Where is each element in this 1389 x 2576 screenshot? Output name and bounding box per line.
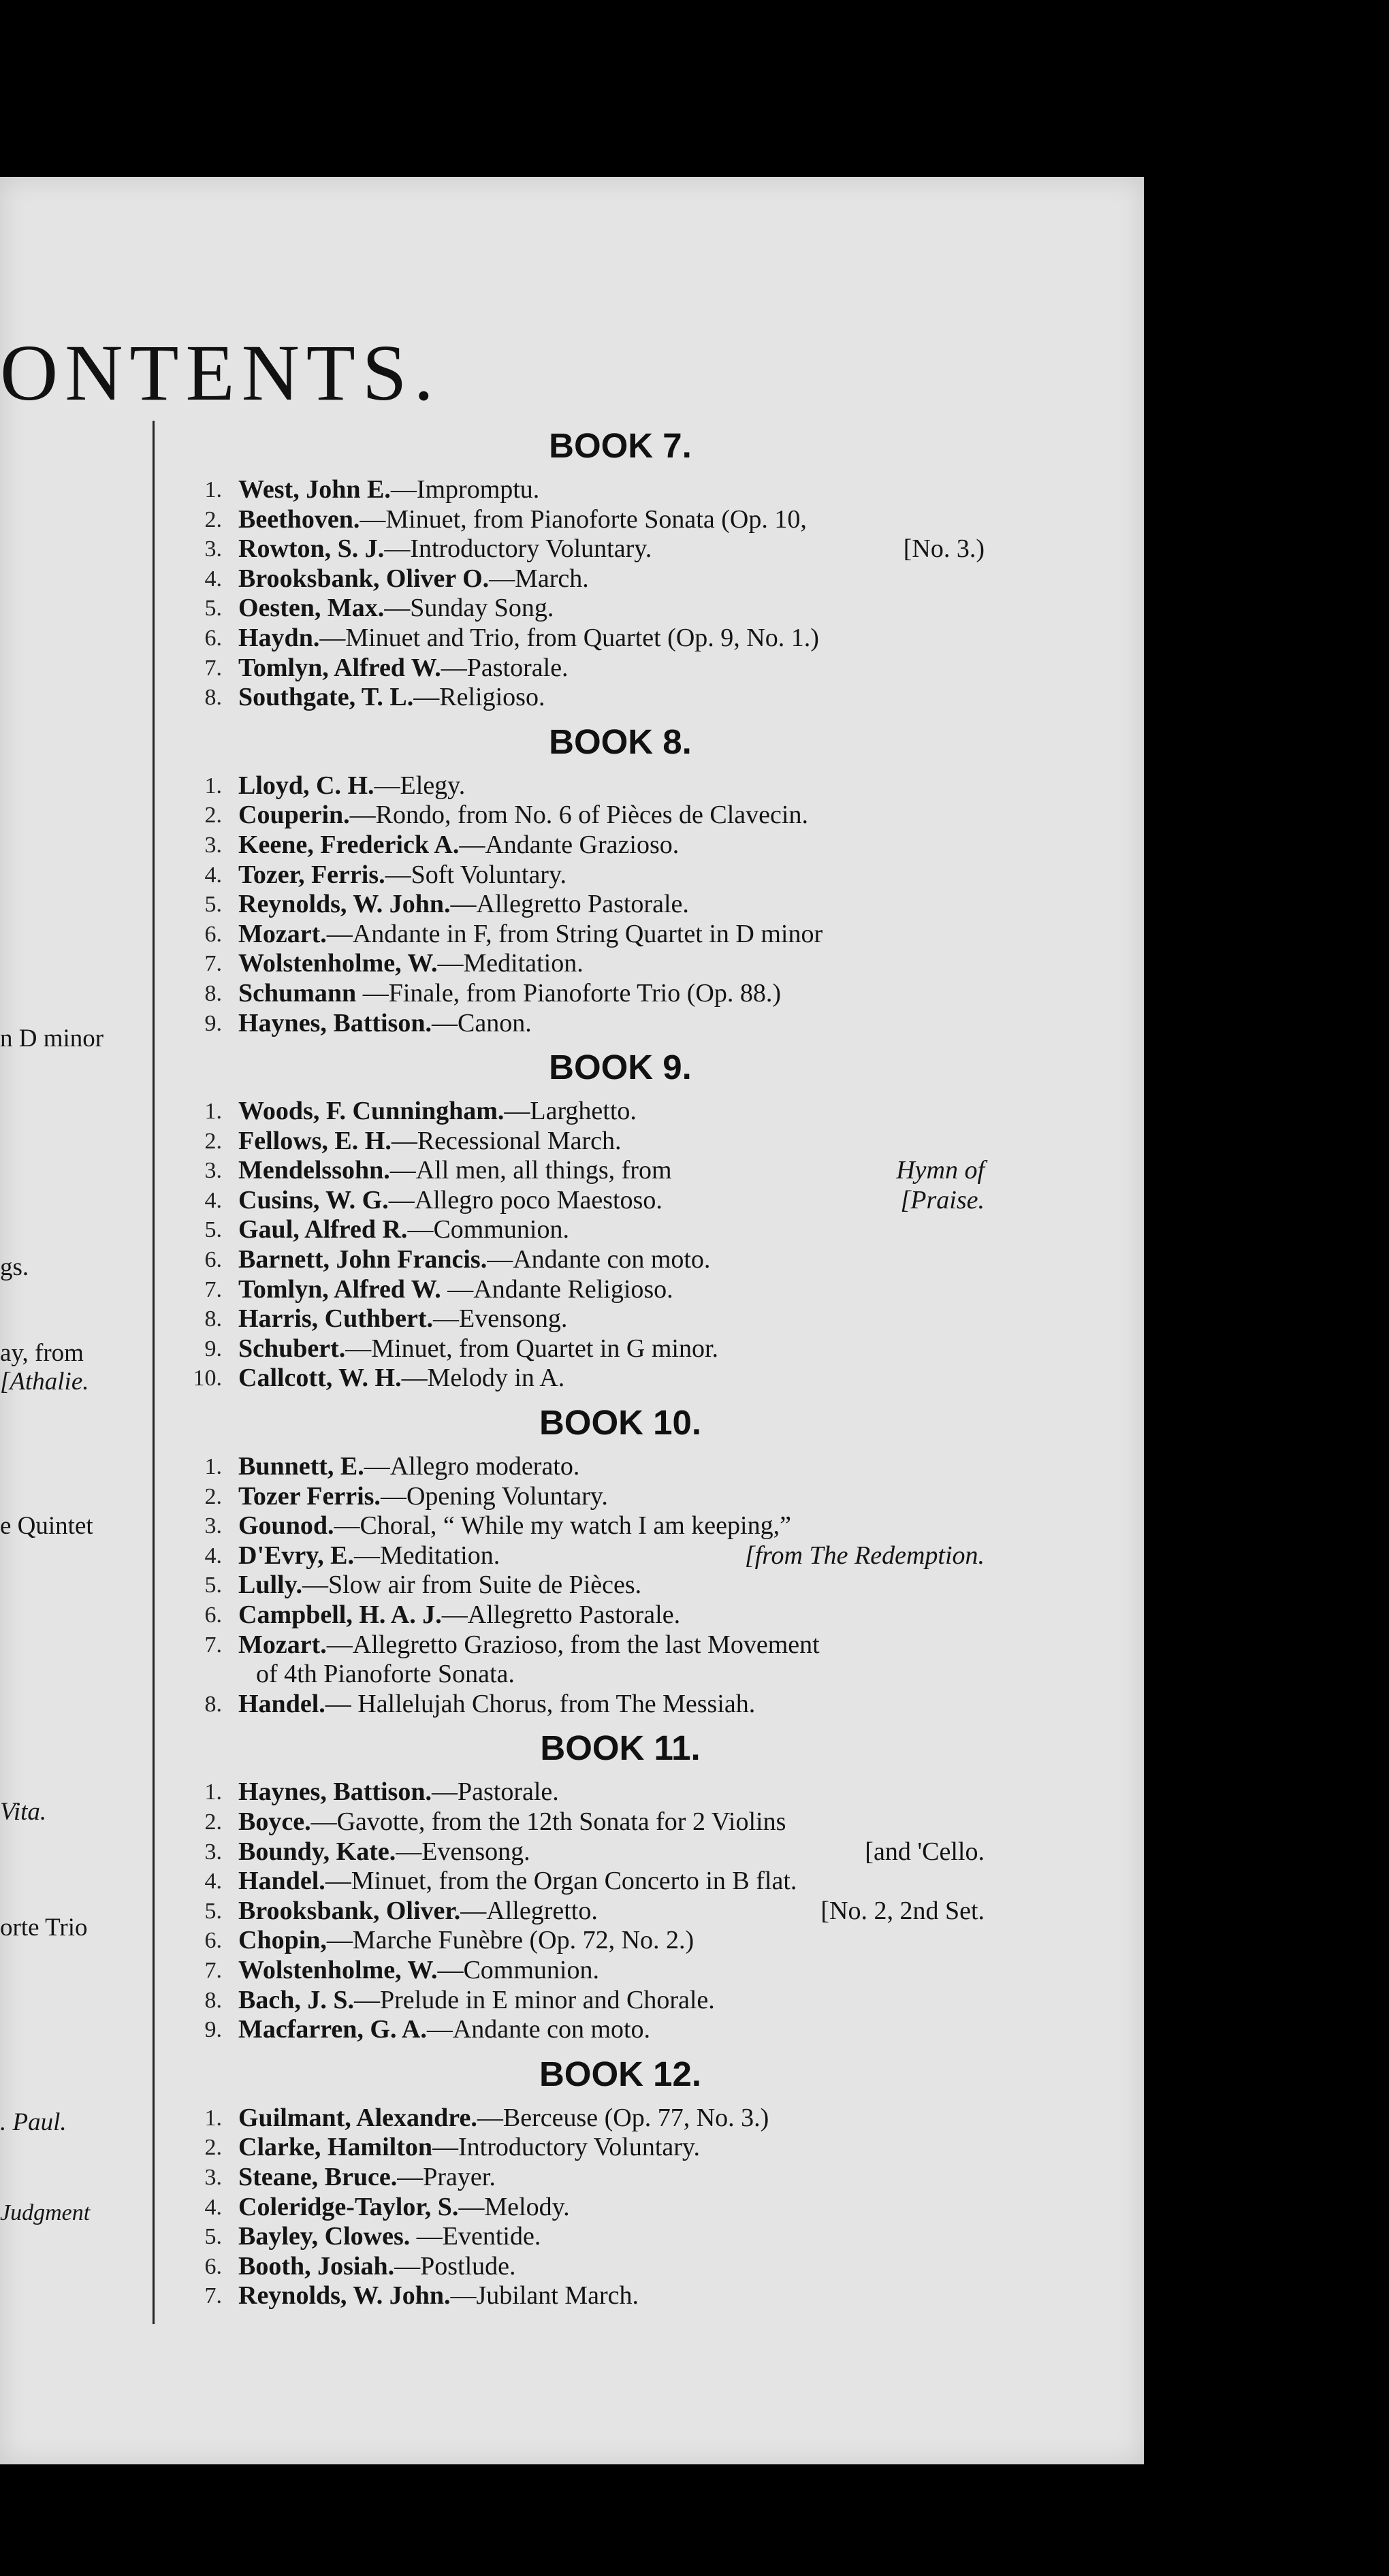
entry-number: 3. <box>204 1513 222 1539</box>
book-section <box>167 1038 998 1394</box>
composer-name: Mozart. <box>238 1630 327 1659</box>
list-item <box>167 2104 998 2134</box>
entry-number: 4. <box>204 2194 222 2220</box>
composer-name: Haydn. <box>238 623 320 652</box>
entry-number: 6. <box>204 921 222 947</box>
left-fragment: Vita. <box>0 1798 47 1826</box>
composer-name: Barnett, John Francis. <box>238 1245 488 1274</box>
left-fragment: Judgment <box>0 2200 91 2225</box>
composer-name: Fellows, E. H. <box>238 1126 392 1155</box>
list-item <box>167 1571 998 1600</box>
entry-number: 1. <box>204 1454 222 1480</box>
list-item <box>167 771 998 801</box>
entry-number: 8. <box>204 1691 222 1717</box>
piece-description: —March. <box>489 564 589 593</box>
list-item <box>167 1482 998 1512</box>
composer-name: Tomlyn, Alfred W. <box>238 1274 441 1304</box>
entry-number: 4. <box>204 1869 222 1895</box>
left-fragment: e Quintet <box>0 1512 93 1540</box>
book-section <box>167 1719 998 2044</box>
piece-description: —All men, all things, from <box>389 1156 672 1185</box>
piece-description: —Allegretto Grazioso, from the last Movement <box>326 1630 820 1659</box>
entry-number: 5. <box>204 892 222 918</box>
piece-description: —Soft Voluntary. <box>385 860 566 889</box>
piece-description: —Andante Grazioso. <box>459 830 680 859</box>
list-item <box>167 1630 998 1690</box>
entry-list <box>167 475 998 713</box>
composer-name: Boyce. <box>238 1807 311 1836</box>
continuation-note: [No. 2, 2nd Set. <box>820 1896 985 1925</box>
composer-name: Southgate, T. L. <box>238 683 414 712</box>
composer-name: Brooksbank, Oliver O. <box>238 564 490 593</box>
piece-description: —Introductory Voluntary. <box>384 534 652 564</box>
piece-description: —Recessional March. <box>391 1126 622 1155</box>
list-item <box>167 1245 998 1275</box>
piece-description: —Allegretto Pastorale. <box>450 890 689 919</box>
piece-description: —Religioso. <box>413 683 545 712</box>
list-item <box>167 1186 998 1216</box>
piece-description: —Communion. <box>437 1955 599 1984</box>
piece-description: —Allegretto Pastorale. <box>441 1600 681 1629</box>
list-item <box>167 594 998 624</box>
entry-number: 4. <box>204 862 222 888</box>
left-fragment: ay, from <box>0 1339 84 1367</box>
list-item <box>167 1897 998 1927</box>
piece-description: —Gavotte, from the 12th Sonata for 2 Violins <box>310 1807 786 1836</box>
composer-name: Mozart. <box>238 919 327 948</box>
list-item <box>167 890 998 920</box>
list-item <box>167 860 998 890</box>
list-item <box>167 1807 998 1837</box>
composer-name: Bunnett, E. <box>238 1452 364 1481</box>
piece-description: —Melody in A. <box>401 1364 565 1393</box>
piece-description: —Minuet, from the Organ Concerto in B flat. <box>325 1867 797 1896</box>
entry-number: 1. <box>204 1780 222 1805</box>
piece-description: —Finale, from Pianoforte Trio (Op. 88.) <box>356 978 781 1008</box>
entry-list <box>167 2104 998 2311</box>
piece-description: —Rondo, from No. 6 of Pièces de Clavecin. <box>349 801 808 830</box>
piece-description: —Meditation. <box>437 949 584 978</box>
left-fragment: gs. <box>0 1253 29 1281</box>
piece-description: —Impromptu. <box>390 475 540 504</box>
piece-description: —Postlude. <box>394 2251 516 2281</box>
entry-number: 9. <box>204 1010 222 1036</box>
list-item <box>167 831 998 860</box>
list-item <box>167 1452 998 1482</box>
entry-number: 3. <box>204 1158 222 1184</box>
list-item <box>167 624 998 654</box>
entry-number: 7. <box>204 1632 222 1658</box>
piece-description: —Pastorale. <box>431 1777 559 1807</box>
piece-description: —Allegro moderato. <box>364 1452 580 1481</box>
list-item <box>167 2193 998 2223</box>
book-title: BOOK 9. <box>549 1048 692 1087</box>
piece-description: —Minuet and Trio, from Quartet (Op. 9, No. 1.) <box>319 623 819 652</box>
entry-number: 6. <box>204 1247 222 1273</box>
list-item <box>167 1777 998 1807</box>
piece-description: —Introductory Voluntary. <box>432 2133 700 2162</box>
piece-description: —Sunday Song. <box>384 594 554 623</box>
piece-description: —Andante in F, from String Quartet in D minor <box>326 919 823 948</box>
entry-continuation: of 4th Pianoforte Sonata. <box>256 1660 515 1689</box>
entry-number: 9. <box>204 1336 222 1362</box>
entry-list <box>167 1097 998 1394</box>
composer-name: Macfarren, G. A. <box>238 2015 427 2044</box>
list-item <box>167 1511 998 1541</box>
piece-description: —Eventide. <box>410 2222 541 2251</box>
list-item <box>167 1097 998 1127</box>
entry-number: 5. <box>204 1217 222 1243</box>
entry-number: 4. <box>204 1543 222 1568</box>
continuation-note: [No. 3.) <box>903 534 985 564</box>
composer-name: Haynes, Battison. <box>238 1777 432 1807</box>
list-item <box>167 534 998 564</box>
entry-number: 6. <box>204 1928 222 1954</box>
piece-description: —Allegretto. <box>460 1896 598 1925</box>
continuation-note: [from The Redemption. <box>744 1541 985 1570</box>
entry-number: 7. <box>204 655 222 681</box>
composer-name: Gaul, Alfred R. <box>238 1215 408 1244</box>
composer-name: Lloyd, C. H. <box>238 771 374 800</box>
entry-number: 1. <box>204 2105 222 2131</box>
piece-description: —Berceuse (Op. 77, No. 3.) <box>477 2103 769 2132</box>
contents-list <box>167 417 998 2311</box>
piece-description: —Choral, “ While my watch I am keeping,” <box>334 1511 791 1541</box>
composer-name: Chopin, <box>238 1926 327 1955</box>
continuation-note: [and 'Cello. <box>865 1837 985 1866</box>
entry-number: 5. <box>204 1573 222 1598</box>
entry-number: 3. <box>204 536 222 562</box>
composer-name: Bach, J. S. <box>238 1985 354 2014</box>
piece-description: —Prelude in E minor and Chorale. <box>353 1985 715 2014</box>
piece-description: —Slow air from Suite de Pièces. <box>302 1571 642 1600</box>
piece-description: —Prayer. <box>397 2162 496 2191</box>
piece-description: — Hallelujah Chorus, from The Messiah. <box>325 1689 756 1718</box>
list-item <box>167 1690 998 1720</box>
entry-number: 2. <box>204 1483 222 1509</box>
list-item <box>167 1926 998 1956</box>
composer-name: Tozer, Ferris. <box>238 860 385 889</box>
piece-description: —Marche Funèbre (Op. 72, No. 2.) <box>326 1926 694 1955</box>
composer-name: Oesten, Max. <box>238 594 385 623</box>
entry-number: 5. <box>204 596 222 622</box>
entry-number: 3. <box>204 1839 222 1865</box>
entry-number: 7. <box>204 1957 222 1983</box>
composer-name: Booth, Josiah. <box>238 2251 395 2281</box>
entry-number: 8. <box>204 980 222 1006</box>
composer-name: D'Evry, E. <box>238 1541 354 1570</box>
piece-description: —Minuet, from Pianoforte Sonata (Op. 10, <box>360 504 807 534</box>
list-item <box>167 1837 998 1867</box>
piece-description: —Meditation. <box>353 1541 500 1570</box>
left-fragment: . Paul. <box>0 2108 67 2136</box>
book-section <box>167 713 998 1038</box>
composer-name: Guilmant, Alexandre. <box>238 2103 477 2132</box>
list-item <box>167 920 998 950</box>
entry-number: 1. <box>204 773 222 799</box>
piece-description: —Opening Voluntary. <box>380 1481 608 1511</box>
entry-number: 6. <box>204 1603 222 1628</box>
left-fragment: orte Trio <box>0 1914 88 1942</box>
list-item <box>167 1600 998 1630</box>
book-section <box>167 417 998 713</box>
entry-number: 9. <box>204 2017 222 2043</box>
composer-name: Harris, Cuthbert. <box>238 1304 434 1334</box>
composer-name: Reynolds, W. John. <box>238 890 451 919</box>
composer-name: Lully. <box>238 1571 302 1600</box>
book-title: BOOK 8. <box>549 722 692 761</box>
composer-name: Wolstenholme, W. <box>238 1955 438 1984</box>
list-item <box>167 1334 998 1364</box>
page-heading: ONTENTS. <box>0 328 441 417</box>
entry-number: 3. <box>204 2164 222 2190</box>
piece-description: —Minuet, from Quartet in G minor. <box>345 1334 719 1363</box>
piece-description: —Andante Religioso. <box>441 1274 673 1304</box>
composer-name: Beethoven. <box>238 504 360 534</box>
composer-name: Schumann <box>238 978 357 1008</box>
composer-name: Tozer Ferris. <box>238 1481 381 1511</box>
composer-name: Reynolds, W. John. <box>238 2281 451 2311</box>
list-item <box>167 1009 998 1039</box>
composer-name: Keene, Frederick A. <box>238 830 460 859</box>
book-title: BOOK 10. <box>539 1403 702 1443</box>
entry-number: 1. <box>204 1099 222 1125</box>
entry-number: 1. <box>204 477 222 502</box>
list-item <box>167 505 998 535</box>
entry-number: 7. <box>204 951 222 977</box>
composer-name: Campbell, H. A. J. <box>238 1600 442 1629</box>
composer-name: Clarke, Hamilton <box>238 2133 432 2162</box>
list-item <box>167 1364 998 1394</box>
entry-number: 6. <box>204 625 222 651</box>
entry-number: 7. <box>204 1276 222 1302</box>
piece-description: —Larghetto. <box>504 1097 637 1126</box>
book-title: BOOK 7. <box>549 426 692 465</box>
composer-name: Couperin. <box>238 801 350 830</box>
piece-description: —Andante con moto. <box>487 1245 711 1274</box>
list-item <box>167 2281 998 2311</box>
piece-description: —Andante con moto. <box>426 2015 651 2044</box>
composer-name: Wolstenholme, W. <box>238 949 438 978</box>
piece-description: —Canon. <box>431 1008 532 1037</box>
entry-list <box>167 1452 998 1719</box>
composer-name: Callcott, W. H. <box>238 1364 402 1393</box>
entry-number: 5. <box>204 2224 222 2250</box>
composer-name: Haynes, Battison. <box>238 1008 432 1037</box>
composer-name: Rowton, S. J. <box>238 534 385 564</box>
continuation-note: Hymn of <box>896 1156 985 1185</box>
list-item <box>167 475 998 505</box>
entry-number: 2. <box>204 803 222 828</box>
composer-name: Tomlyn, Alfred W. <box>238 653 441 682</box>
composer-name: Boundy, Kate. <box>238 1837 396 1866</box>
entry-number: 8. <box>204 685 222 711</box>
entry-number: 8. <box>204 1987 222 2013</box>
list-item <box>167 2163 998 2193</box>
continuation-note: [Praise. <box>900 1185 985 1214</box>
composer-name: Handel. <box>238 1689 325 1718</box>
composer-name: Cusins, W. G. <box>238 1185 389 1214</box>
entry-number: 6. <box>204 2253 222 2279</box>
entry-number: 2. <box>204 506 222 532</box>
composer-name: Schubert. <box>238 1334 346 1363</box>
piece-description: —Jubilant March. <box>450 2281 639 2311</box>
list-item <box>167 1867 998 1897</box>
list-item <box>167 949 998 979</box>
entry-number: 2. <box>204 1809 222 1835</box>
entry-number: 2. <box>204 1128 222 1154</box>
entry-number: 5. <box>204 1898 222 1924</box>
composer-name: Steane, Bruce. <box>238 2162 398 2191</box>
composer-name: Brooksbank, Oliver. <box>238 1896 461 1925</box>
entry-number: 2. <box>204 2135 222 2161</box>
entry-number: 4. <box>204 566 222 592</box>
list-item <box>167 1127 998 1157</box>
list-item <box>167 1304 998 1334</box>
composer-name: Woods, F. Cunningham. <box>238 1097 505 1126</box>
list-item <box>167 979 998 1009</box>
entry-number: 3. <box>204 832 222 858</box>
list-item <box>167 2133 998 2163</box>
composer-name: Mendelssohn. <box>238 1156 390 1185</box>
list-item <box>167 1956 998 1986</box>
list-item <box>167 2252 998 2282</box>
entry-number: 8. <box>204 1306 222 1332</box>
entry-number: 10. <box>193 1366 222 1391</box>
book-title: BOOK 12. <box>539 2054 702 2093</box>
list-item <box>167 801 998 831</box>
entry-number: 4. <box>204 1187 222 1213</box>
list-item <box>167 654 998 683</box>
book-title: BOOK 11. <box>540 1728 701 1768</box>
piece-description: —Pastorale. <box>441 653 569 682</box>
piece-description: —Evensong. <box>396 1837 530 1866</box>
entry-list <box>167 1777 998 2044</box>
composer-name: Bayley, Clowes. <box>238 2222 411 2251</box>
piece-description: —Allegro poco Maestoso. <box>388 1185 662 1214</box>
composer-name: West, John E. <box>238 475 391 504</box>
list-item <box>167 1156 998 1186</box>
composer-name: Coleridge-Taylor, S. <box>238 2192 459 2221</box>
list-item <box>167 683 998 713</box>
entry-number: 7. <box>204 2283 222 2309</box>
column-divider <box>153 421 155 2324</box>
list-item <box>167 1275 998 1305</box>
list-item <box>167 1986 998 2016</box>
left-fragment: n D minor <box>0 1025 104 1052</box>
list-item <box>167 1541 998 1571</box>
piece-description: —Evensong. <box>433 1304 568 1334</box>
composer-name: Gounod. <box>238 1511 334 1541</box>
entry-list <box>167 771 998 1038</box>
list-item <box>167 564 998 594</box>
left-fragment: [Athalie. <box>0 1368 89 1396</box>
list-item <box>167 2222 998 2252</box>
book-section <box>167 1394 998 1719</box>
list-item <box>167 1215 998 1245</box>
book-section <box>167 2045 998 2311</box>
list-item <box>167 2015 998 2045</box>
piece-description: —Elegy. <box>374 771 466 800</box>
piece-description: —Communion. <box>407 1215 569 1244</box>
composer-name: Handel. <box>238 1867 325 1896</box>
piece-description: —Melody. <box>458 2192 570 2221</box>
